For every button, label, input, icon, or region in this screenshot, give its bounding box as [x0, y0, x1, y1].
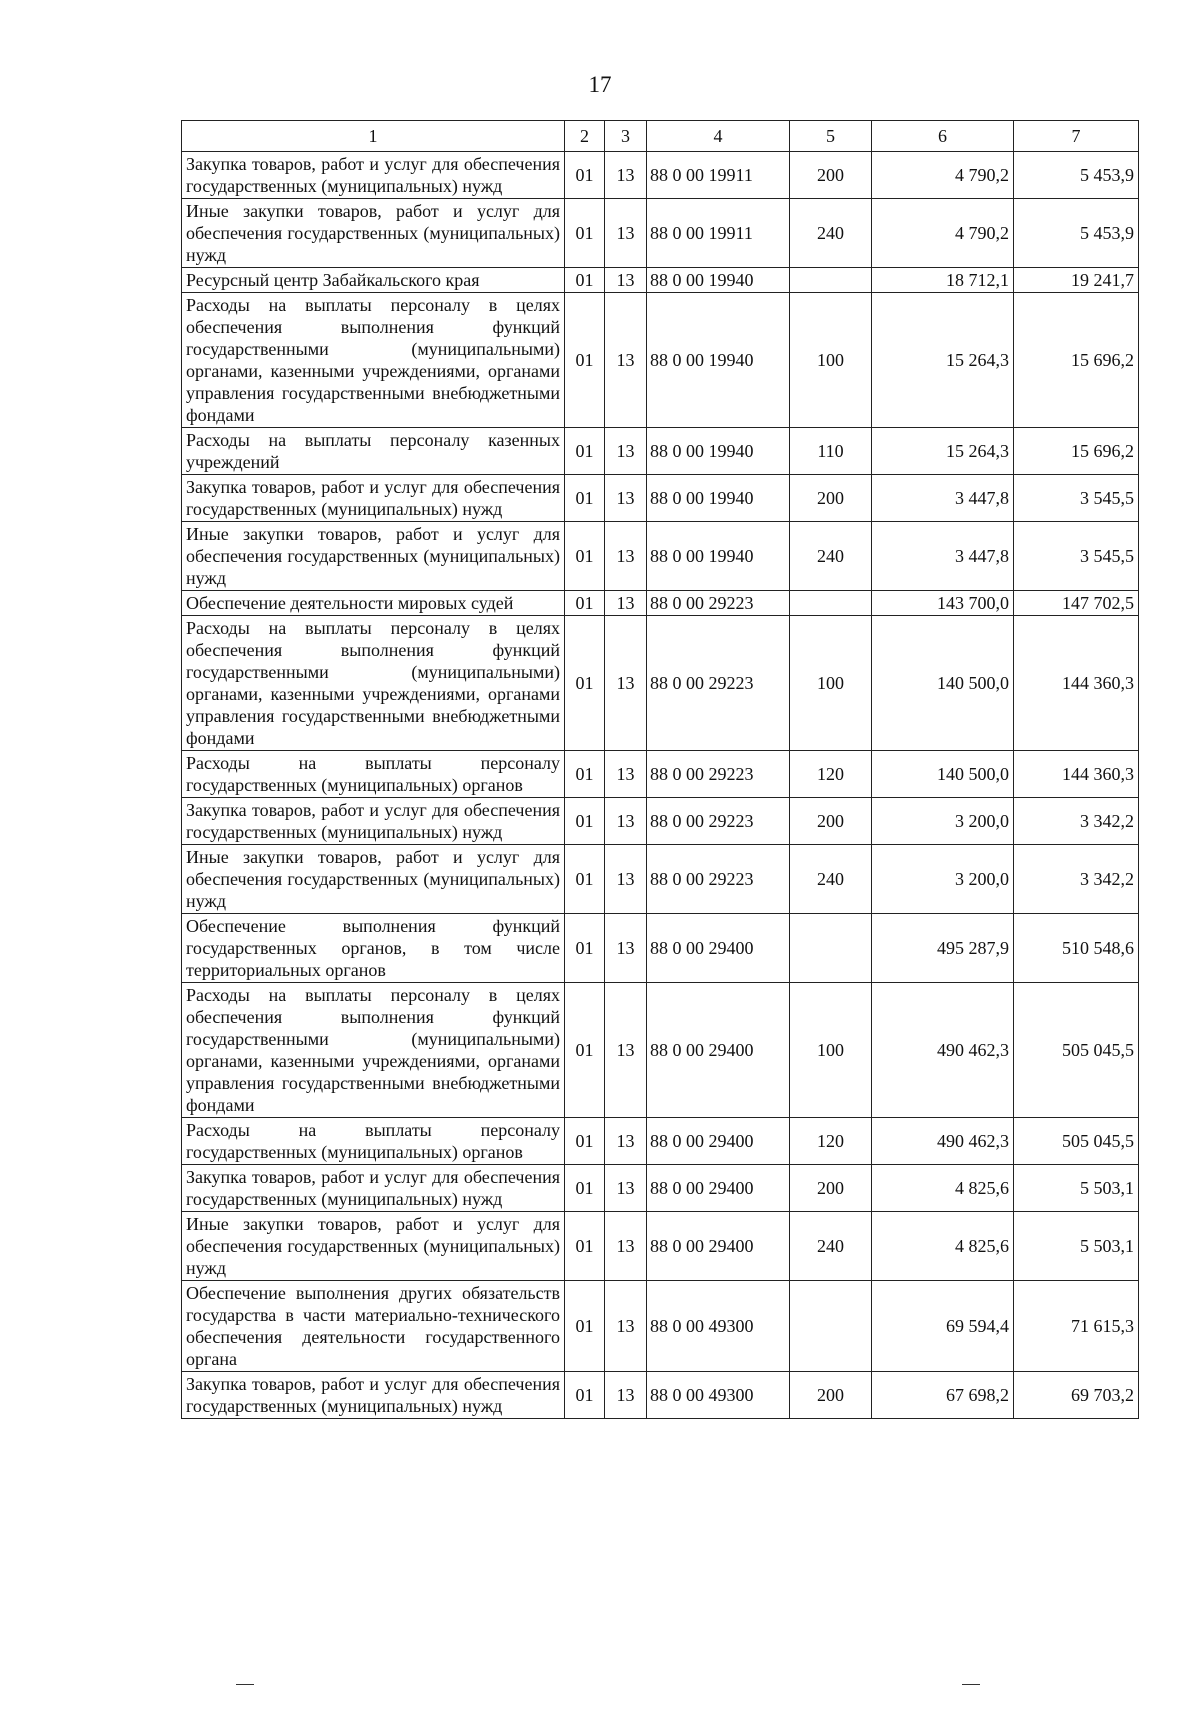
expense-type-cell [790, 591, 872, 616]
table-row [182, 845, 1139, 914]
amount-year1-cell: 15 264,3 [872, 428, 1014, 475]
expense-type-cell: 240 [790, 522, 872, 591]
amount-year2-cell: 5 503,1 [1014, 1165, 1139, 1212]
target-article-cell: 88 0 00 49300 [647, 1281, 790, 1372]
section-code-cell: 01 [565, 1281, 605, 1372]
column-header: 5 [790, 121, 872, 152]
target-article-cell: 88 0 00 29223 [647, 845, 790, 914]
expense-type-cell: 110 [790, 428, 872, 475]
target-article-cell: 88 0 00 29223 [647, 798, 790, 845]
target-article-cell: 88 0 00 29400 [647, 1212, 790, 1281]
amount-year2-cell: 15 696,2 [1014, 293, 1139, 428]
subsection-code-cell: 13 [605, 914, 647, 983]
section-code-cell: 01 [565, 616, 605, 751]
expense-type-cell: 240 [790, 845, 872, 914]
target-article-cell: 88 0 00 29400 [647, 1165, 790, 1212]
amount-year2-cell: 510 548,6 [1014, 914, 1139, 983]
amount-year1-cell: 3 200,0 [872, 798, 1014, 845]
amount-year2-cell: 144 360,3 [1014, 751, 1139, 798]
amount-year2-cell: 505 045,5 [1014, 983, 1139, 1118]
amount-year1-cell: 140 500,0 [872, 616, 1014, 751]
footer-dash-right [962, 1684, 980, 1685]
expense-type-cell: 100 [790, 293, 872, 428]
section-code-cell: 01 [565, 1372, 605, 1419]
target-article-cell: 88 0 00 19940 [647, 522, 790, 591]
subsection-code-cell: 13 [605, 428, 647, 475]
amount-year1-cell: 143 700,0 [872, 591, 1014, 616]
amount-year1-cell: 4 825,6 [872, 1165, 1014, 1212]
section-code-cell: 01 [565, 983, 605, 1118]
amount-year2-cell: 3 545,5 [1014, 522, 1139, 591]
row-name-cell: Закупка товаров, работ и услуг для обеспечения государственных (муниципальных) нужд [182, 152, 565, 199]
table-row [182, 591, 1139, 616]
expense-type-cell: 100 [790, 616, 872, 751]
amount-year2-cell: 3 342,2 [1014, 798, 1139, 845]
amount-year1-cell: 140 500,0 [872, 751, 1014, 798]
expense-type-cell: 200 [790, 1372, 872, 1419]
amount-year1-cell: 3 447,8 [872, 522, 1014, 591]
target-article-cell: 88 0 00 19911 [647, 199, 790, 268]
subsection-code-cell: 13 [605, 1281, 647, 1372]
section-code-cell: 01 [565, 591, 605, 616]
row-name-cell: Обеспечение деятельности мировых судей [182, 591, 565, 616]
section-code-cell: 01 [565, 845, 605, 914]
expense-type-cell: 200 [790, 1165, 872, 1212]
row-name-cell: Расходы на выплаты персоналу в целях обеспечения выполнения функций государственными (муниципальными) органами, казенными учреждениями, органами управления государственными внебюджетными фондами [182, 616, 565, 751]
expense-type-cell: 200 [790, 475, 872, 522]
section-code-cell: 01 [565, 522, 605, 591]
row-name-cell: Расходы на выплаты персоналу в целях обеспечения выполнения функций государственными (муниципальными) органами, казенными учреждениями, органами управления государственными внебюджетными фондами [182, 983, 565, 1118]
section-code-cell: 01 [565, 199, 605, 268]
target-article-cell: 88 0 00 19940 [647, 268, 790, 293]
amount-year1-cell: 18 712,1 [872, 268, 1014, 293]
expense-type-cell: 240 [790, 1212, 872, 1281]
target-article-cell: 88 0 00 29223 [647, 616, 790, 751]
table-row [182, 616, 1139, 751]
amount-year1-cell: 4 790,2 [872, 152, 1014, 199]
amount-year2-cell: 15 696,2 [1014, 428, 1139, 475]
row-name-cell: Иные закупки товаров, работ и услуг для обеспечения государственных (муниципальных) нужд [182, 522, 565, 591]
row-name-cell: Иные закупки товаров, работ и услуг для обеспечения государственных (муниципальных) нужд [182, 1212, 565, 1281]
target-article-cell: 88 0 00 19940 [647, 428, 790, 475]
row-name-cell: Обеспечение выполнения функций государственных органов, в том числе территориальных органов [182, 914, 565, 983]
target-article-cell: 88 0 00 19940 [647, 293, 790, 428]
row-name-cell: Расходы на выплаты персоналу государственных (муниципальных) органов [182, 751, 565, 798]
amount-year2-cell: 147 702,5 [1014, 591, 1139, 616]
subsection-code-cell: 13 [605, 845, 647, 914]
table-row [182, 428, 1139, 475]
budget-table [181, 120, 1139, 1419]
expense-type-cell: 100 [790, 983, 872, 1118]
table-row [182, 199, 1139, 268]
row-name-cell: Расходы на выплаты персоналу государственных (муниципальных) органов [182, 1118, 565, 1165]
subsection-code-cell: 13 [605, 1165, 647, 1212]
amount-year2-cell: 5 503,1 [1014, 1212, 1139, 1281]
target-article-cell: 88 0 00 29400 [647, 914, 790, 983]
target-article-cell: 88 0 00 29223 [647, 591, 790, 616]
amount-year2-cell: 71 615,3 [1014, 1281, 1139, 1372]
table-row [182, 522, 1139, 591]
subsection-code-cell: 13 [605, 152, 647, 199]
table-row [182, 983, 1139, 1118]
amount-year1-cell: 490 462,3 [872, 983, 1014, 1118]
amount-year1-cell: 4 790,2 [872, 199, 1014, 268]
subsection-code-cell: 13 [605, 1212, 647, 1281]
amount-year1-cell: 490 462,3 [872, 1118, 1014, 1165]
amount-year1-cell: 4 825,6 [872, 1212, 1014, 1281]
table-body [182, 152, 1139, 1419]
expense-type-cell: 200 [790, 152, 872, 199]
expense-type-cell [790, 1281, 872, 1372]
subsection-code-cell: 13 [605, 1372, 647, 1419]
table-row [182, 152, 1139, 199]
row-name-cell: Иные закупки товаров, работ и услуг для обеспечения государственных (муниципальных) нужд [182, 199, 565, 268]
subsection-code-cell: 13 [605, 293, 647, 428]
table-row [182, 293, 1139, 428]
section-code-cell: 01 [565, 152, 605, 199]
subsection-code-cell: 13 [605, 268, 647, 293]
subsection-code-cell: 13 [605, 199, 647, 268]
subsection-code-cell: 13 [605, 983, 647, 1118]
target-article-cell: 88 0 00 29223 [647, 751, 790, 798]
subsection-code-cell: 13 [605, 591, 647, 616]
table-header-row [182, 121, 1139, 152]
column-header: 4 [647, 121, 790, 152]
subsection-code-cell: 13 [605, 522, 647, 591]
expense-type-cell [790, 914, 872, 983]
amount-year1-cell: 3 200,0 [872, 845, 1014, 914]
target-article-cell: 88 0 00 49300 [647, 1372, 790, 1419]
subsection-code-cell: 13 [605, 798, 647, 845]
amount-year2-cell: 69 703,2 [1014, 1372, 1139, 1419]
subsection-code-cell: 13 [605, 1118, 647, 1165]
amount-year1-cell: 69 594,4 [872, 1281, 1014, 1372]
column-header: 2 [565, 121, 605, 152]
table-row [182, 1281, 1139, 1372]
expense-type-cell [790, 268, 872, 293]
subsection-code-cell: 13 [605, 475, 647, 522]
amount-year2-cell: 505 045,5 [1014, 1118, 1139, 1165]
expense-type-cell: 120 [790, 1118, 872, 1165]
page-number: 17 [588, 72, 612, 97]
amount-year2-cell: 5 453,9 [1014, 199, 1139, 268]
table-row [182, 1212, 1139, 1281]
target-article-cell: 88 0 00 29400 [647, 1118, 790, 1165]
section-code-cell: 01 [565, 428, 605, 475]
section-code-cell: 01 [565, 914, 605, 983]
table-row [182, 751, 1139, 798]
expense-type-cell: 240 [790, 199, 872, 268]
section-code-cell: 01 [565, 268, 605, 293]
column-header: 3 [605, 121, 647, 152]
amount-year2-cell: 19 241,7 [1014, 268, 1139, 293]
row-name-cell: Закупка товаров, работ и услуг для обеспечения государственных (муниципальных) нужд [182, 1165, 565, 1212]
section-code-cell: 01 [565, 798, 605, 845]
row-name-cell: Ресурсный центр Забайкальского края [182, 268, 565, 293]
expense-type-cell: 120 [790, 751, 872, 798]
subsection-code-cell: 13 [605, 616, 647, 751]
table-row [182, 475, 1139, 522]
column-header: 6 [872, 121, 1014, 152]
section-code-cell: 01 [565, 475, 605, 522]
expense-type-cell: 200 [790, 798, 872, 845]
target-article-cell: 88 0 00 19911 [647, 152, 790, 199]
amount-year2-cell: 3 342,2 [1014, 845, 1139, 914]
amount-year1-cell: 67 698,2 [872, 1372, 1014, 1419]
row-name-cell: Обеспечение выполнения других обязательств государства в части материально-технического обеспечения деятельности государственного органа [182, 1281, 565, 1372]
table-row [182, 268, 1139, 293]
section-code-cell: 01 [565, 1212, 605, 1281]
target-article-cell: 88 0 00 29400 [647, 983, 790, 1118]
row-name-cell: Закупка товаров, работ и услуг для обеспечения государственных (муниципальных) нужд [182, 1372, 565, 1419]
column-header: 1 [182, 121, 565, 152]
amount-year1-cell: 3 447,8 [872, 475, 1014, 522]
row-name-cell: Закупка товаров, работ и услуг для обеспечения государственных (муниципальных) нужд [182, 475, 565, 522]
target-article-cell: 88 0 00 19940 [647, 475, 790, 522]
row-name-cell: Закупка товаров, работ и услуг для обеспечения государственных (муниципальных) нужд [182, 798, 565, 845]
table-row [182, 1118, 1139, 1165]
section-code-cell: 01 [565, 1118, 605, 1165]
amount-year2-cell: 3 545,5 [1014, 475, 1139, 522]
row-name-cell: Расходы на выплаты персоналу казенных учреждений [182, 428, 565, 475]
table-row [182, 798, 1139, 845]
table-row [182, 1372, 1139, 1419]
subsection-code-cell: 13 [605, 751, 647, 798]
section-code-cell: 01 [565, 293, 605, 428]
amount-year1-cell: 495 287,9 [872, 914, 1014, 983]
footer-dash-left [236, 1684, 254, 1685]
section-code-cell: 01 [565, 1165, 605, 1212]
amount-year1-cell: 15 264,3 [872, 293, 1014, 428]
table-row [182, 914, 1139, 983]
amount-year2-cell: 5 453,9 [1014, 152, 1139, 199]
section-code-cell: 01 [565, 751, 605, 798]
row-name-cell: Расходы на выплаты персоналу в целях обеспечения выполнения функций государственными (муниципальными) органами, казенными учреждениями, органами управления государственными внебюджетными фондами [182, 293, 565, 428]
amount-year2-cell: 144 360,3 [1014, 616, 1139, 751]
column-header: 7 [1014, 121, 1139, 152]
table-row [182, 1165, 1139, 1212]
row-name-cell: Иные закупки товаров, работ и услуг для обеспечения государственных (муниципальных) нужд [182, 845, 565, 914]
